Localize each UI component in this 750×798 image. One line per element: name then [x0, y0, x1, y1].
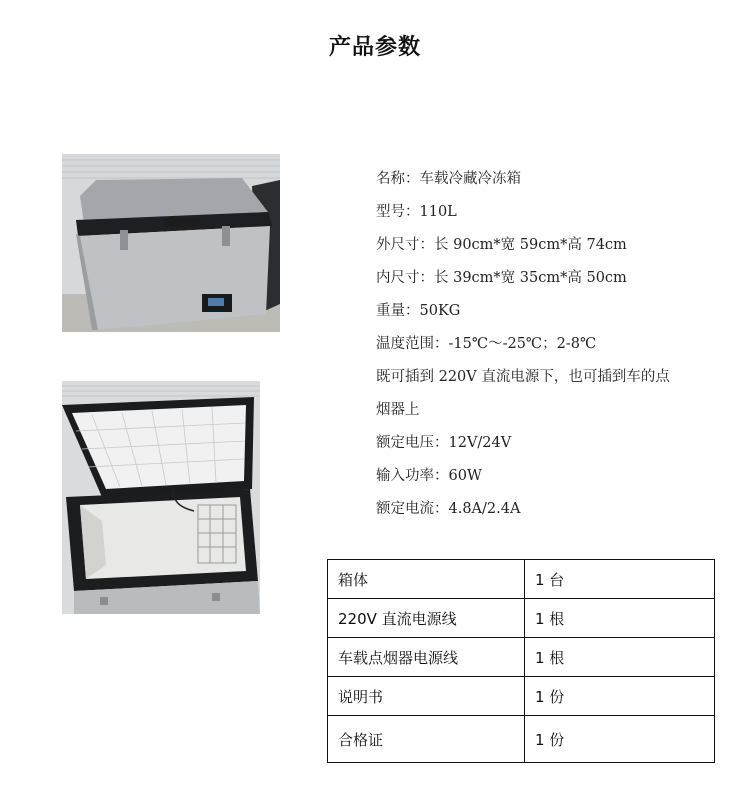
item-name: 合格证	[328, 716, 525, 763]
table-row	[328, 638, 715, 677]
spec-inner-size: 内尺寸：长 39cm*宽 35cm*高 50cm	[376, 270, 627, 286]
item-qty: 1 台	[525, 560, 715, 599]
spec-weight: 重量：50KG	[376, 303, 461, 319]
spec-name: 名称：车载冷藏冷冻箱	[376, 171, 521, 187]
spec-model: 型号：110L	[376, 204, 457, 220]
spec-voltage: 额定电压：12V/24V	[376, 435, 512, 451]
spec-temperature: 温度范围：-15℃～-25℃；2-8℃	[376, 336, 597, 352]
spec-current: 额定电流：4.8A/2.4A	[376, 501, 521, 517]
table-row	[328, 560, 715, 599]
item-qty: 1 份	[525, 716, 715, 763]
page-title: 产品参数	[328, 35, 421, 60]
item-qty: 1 根	[525, 638, 715, 677]
item-name: 箱体	[328, 560, 525, 599]
table-row	[328, 599, 715, 638]
spec-list	[376, 163, 736, 526]
freezer-closed-photo	[62, 154, 280, 332]
item-name: 220V 直流电源线	[328, 599, 525, 638]
item-name: 车载点烟器电源线	[328, 638, 525, 677]
item-qty: 1 份	[525, 677, 715, 716]
item-name: 说明书	[328, 677, 525, 716]
spec-power-note-cont: 烟器上	[376, 402, 420, 418]
item-qty: 1 根	[525, 599, 715, 638]
table-row	[328, 716, 715, 763]
freezer-open-photo	[62, 381, 260, 614]
spec-input-power: 输入功率：60W	[376, 468, 482, 484]
spec-outer-size: 外尺寸：长 90cm*宽 59cm*高 74cm	[376, 237, 627, 253]
spec-power-note: 既可插到 220V 直流电源下，也可插到车的点	[376, 369, 670, 385]
table-row	[328, 677, 715, 716]
package-contents-table	[327, 559, 715, 763]
